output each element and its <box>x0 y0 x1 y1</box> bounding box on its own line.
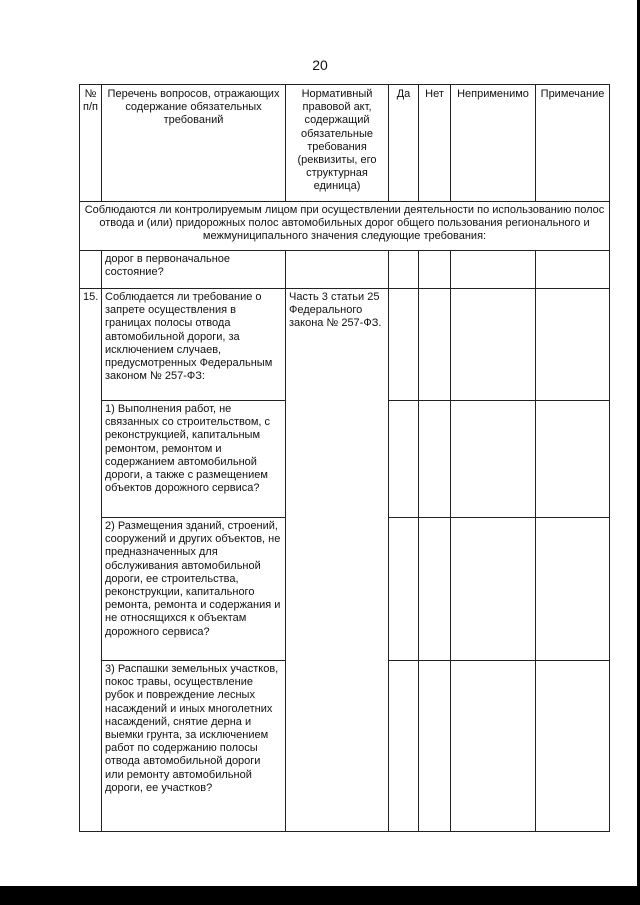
sub-item-1: 1) Выполнения работ, не связанных со строительством, с реконструкцией, капитальным ремонтом, ремонтом и содержанием автомобильной дороги, а также с размещением объектов дорожного сервиса? <box>102 401 286 518</box>
cell-no[interactable] <box>419 289 451 401</box>
sub-item-2: 2) Размещения зданий, строений, сооружений и других объектов, не предназначенных для обслуживания автомобильной дороги, ее строительства, реконструкции, капитального ремонта, ремонта и содержания и не относящихся к объектам дорожного сервиса? <box>102 518 286 661</box>
cell-num <box>80 251 102 289</box>
cell-note[interactable] <box>536 401 610 518</box>
cell-na[interactable] <box>451 518 536 661</box>
sub-item-3: 3) Распашки земельных участков, покос травы, осуществление рубок и повреждение лесных насаждений и иных многолетних насаждений, снятие дерна и выемки грунта, за исключением работ по содержанию полосы отвода автомобильной дороги или ремонту автомобильной дороги, ее участков? <box>102 661 286 832</box>
cell-no[interactable] <box>419 518 451 661</box>
cell-no[interactable] <box>419 251 451 289</box>
header-no: Нет <box>419 85 451 202</box>
table-header-row <box>80 85 610 202</box>
item-15-num: 15. <box>80 289 102 832</box>
header-note: Примечание <box>536 85 610 202</box>
header-na: Неприменимо <box>451 85 536 202</box>
header-act: Нормативный правовой акт, содержащий обязательные требования (реквизиты, его структурная единица) <box>286 85 389 202</box>
cell-yes[interactable] <box>389 251 419 289</box>
section-text: Соблюдаются ли контролируемым лицом при осуществлении деятельности по использованию полос отвода и (или) придорожных полос автомобильных дорог общего пользования регионального и межмуниципального значения следующие требования: <box>80 202 610 251</box>
scan-bottom-bar <box>0 886 640 905</box>
item-15-question: Соблюдается ли требование о запрете осуществления в границах полосы отвода автомобильной дороги, за исключением случаев, предусмотренных Федеральным законом № 257-ФЗ: <box>102 289 286 401</box>
page-number: 20 <box>312 57 328 73</box>
table-row <box>80 289 610 401</box>
cell-yes[interactable] <box>389 661 419 832</box>
cell-note[interactable] <box>536 661 610 832</box>
table-row <box>80 251 610 289</box>
cell-yes[interactable] <box>389 289 419 401</box>
section-row <box>80 202 610 251</box>
cell-na[interactable] <box>451 401 536 518</box>
header-yes: Да <box>389 85 419 202</box>
cell-act <box>286 251 389 289</box>
cell-na[interactable] <box>451 289 536 401</box>
cell-na[interactable] <box>451 661 536 832</box>
cell-no[interactable] <box>419 661 451 832</box>
cell-no[interactable] <box>419 401 451 518</box>
header-num: № п/п <box>80 85 102 202</box>
cell-yes[interactable] <box>389 518 419 661</box>
checklist-table <box>79 84 610 832</box>
cell-na[interactable] <box>451 251 536 289</box>
cell-note[interactable] <box>536 518 610 661</box>
item-15-act: Часть 3 статьи 25 Федерального закона № 257-ФЗ. <box>286 289 389 832</box>
cell-note[interactable] <box>536 289 610 401</box>
cell-question-continued: дорог в первоначальное состояние? <box>102 251 286 289</box>
cell-note[interactable] <box>536 251 610 289</box>
header-questions: Перечень вопросов, отражающих содержание обязательных требований <box>102 85 286 202</box>
cell-yes[interactable] <box>389 401 419 518</box>
